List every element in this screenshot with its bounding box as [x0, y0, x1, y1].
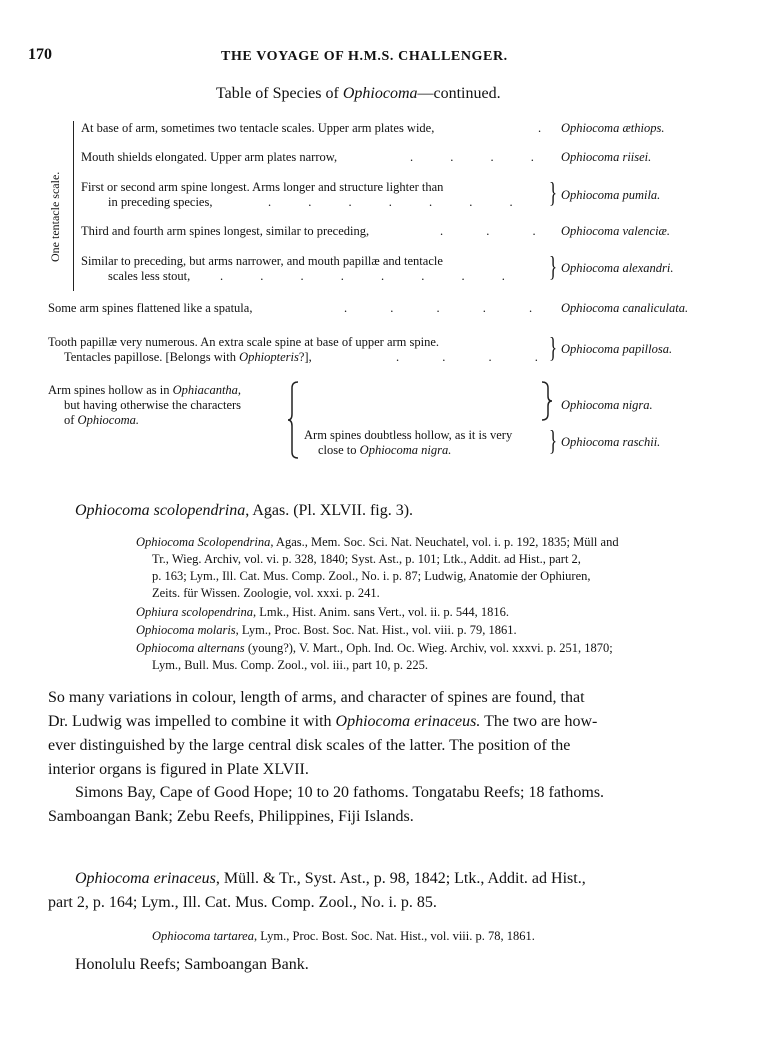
species-heading-2-cont: part 2, p. 164; Lym., Ill. Cat. Mus. Comp. Zool., No. i. p. 85.	[48, 894, 437, 911]
paragraph-italic: Ophiocoma erinaceus.	[335, 713, 481, 730]
species-heading-2	[75, 870, 586, 888]
table-row-species: Ophiocoma alexandri.	[561, 261, 674, 275]
row-text-part: ?],	[298, 350, 312, 364]
synonym-entry	[152, 929, 535, 944]
row-text-italic: Ophiacantha,	[172, 383, 242, 397]
table-row-text-cont: in preceding species,	[108, 195, 213, 209]
table-row-text: Similar to preceding, but arms narrower, and mouth papillæ and tentacle	[81, 254, 443, 268]
table-row-text-cont: scales less stout,	[108, 269, 191, 283]
table-row-text-cont	[318, 443, 451, 458]
leader-dots: .	[538, 121, 542, 135]
leader-dots: . . . . . .	[344, 301, 579, 315]
leader-dots: . . . . . . . .	[220, 269, 505, 283]
synonym-name: Ophiocoma alternans	[136, 641, 245, 655]
row-text-part: close to	[318, 443, 360, 457]
synonym-cont: p. 163; Lym., Ill. Cat. Mus. Comp. Zool., No. i. p. 87; Ludwig, Anatomie der Ophiuren,	[152, 569, 591, 583]
table-row-species: Ophiocoma riisei.	[561, 150, 652, 164]
locality-line: Simons Bay, Cape of Good Hope; 10 to 20 fathoms. Tongatabu Reefs; 18 fathoms.	[75, 784, 605, 801]
row-text-part: of	[64, 413, 78, 427]
table-row-species: Ophiocoma papillosa.	[561, 342, 673, 356]
table-row-text-cont	[64, 350, 312, 365]
paragraph-part: The two are how-	[480, 713, 598, 730]
leader-dots: . . . .	[410, 150, 534, 164]
row-text-part: Arm spines hollow as in	[48, 383, 173, 397]
table-row-text	[48, 383, 241, 398]
table-row-text: First or second arm spine longest. Arms longer and structure lighter than	[81, 180, 444, 194]
synonym-entry	[136, 535, 619, 550]
row-brace: }	[549, 333, 558, 364]
synonym-entry	[136, 641, 613, 656]
synonym-ref: , Lym., Proc. Bost. Soc. Nat. Hist., vol. viii. p. 78, 1861.	[253, 929, 535, 943]
table-row-text: Some arm spines flattened like a spatula,	[48, 301, 253, 315]
table-row-text: Tooth papillæ very numerous. An extra scale spine at base of upper arm spine.	[48, 335, 440, 349]
leader-dots: . . . . . . .	[268, 195, 513, 209]
synonym-cont: Tr., Wieg. Archiv, vol. vi. p. 328, 1840; Syst. Ast., p. 101; Ltk., Addit. ad Hist., part 2,	[152, 552, 581, 566]
table-row-species: Ophiocoma valenciæ.	[561, 224, 671, 238]
synonym-entry	[136, 623, 517, 638]
table-title-post: —continued.	[417, 85, 501, 102]
body-paragraph-line	[48, 713, 597, 731]
body-paragraph-line: ever distinguished by the large central disk scales of the latter. The position of the	[48, 737, 571, 754]
table-row-species: Ophiocoma canaliculata.	[561, 301, 689, 315]
species-heading	[75, 502, 413, 520]
synonym-cont: Zeits. für Wissen. Zoologie, vol. xxxi. p. 241.	[152, 586, 380, 600]
page-number: 170	[28, 46, 52, 63]
large-brace-left	[286, 380, 300, 460]
synonym-ref: , Lym., Proc. Bost. Soc. Nat. Hist., vol. viii. p. 79, 1861.	[235, 623, 517, 637]
table-row-text: Arm spines doubtless hollow, as it is very	[304, 428, 513, 442]
row-brace: }	[549, 252, 558, 283]
group-label: One tentacle scale.	[48, 171, 62, 262]
table-row-species: Ophiocoma nigra.	[561, 398, 653, 412]
synonym-name: Ophiocoma tartarea	[152, 929, 254, 943]
row-text-italic: Ophiopteris	[239, 350, 299, 364]
species-heading-name: Ophiocoma erinaceus	[75, 870, 216, 887]
leader-dots: . . . .	[396, 350, 538, 364]
running-title: THE VOYAGE OF H.M.S. CHALLENGER.	[221, 49, 508, 64]
locality-line: Honolulu Reefs; Samboangan Bank.	[75, 956, 309, 973]
synonym-ref: , Agas., Mem. Soc. Sci. Nat. Neuchatel, vol. i. p. 192, 1835; Müll and	[270, 535, 619, 549]
synonym-cont: Lym., Bull. Mus. Comp. Zool., vol. iii., part 10, p. 225.	[152, 658, 429, 672]
table-title-pre: Table of Species of	[216, 85, 343, 102]
paragraph-part: Dr. Ludwig was impelled to combine it with	[48, 713, 336, 730]
row-text-italic: Ophiocoma nigra.	[359, 443, 452, 457]
table-row-text: At base of arm, sometimes two tentacle scales. Upper arm plates wide,	[81, 121, 435, 135]
table-title-genus: Ophiocoma	[342, 85, 418, 102]
body-paragraph-line: interior organs is figured in Plate XLVII.	[48, 761, 309, 778]
species-heading-rest: , Agas. (Pl. XLVII. fig. 3).	[245, 502, 414, 519]
synonym-ref: (young?), V. Mart., Oph. Ind. Oc. Wieg. Archiv, vol. xxxvi. p. 251, 1870;	[244, 641, 613, 655]
table-row-text: Third and fourth arm spines longest, similar to preceding,	[81, 224, 370, 238]
species-heading-rest: , Müll. & Tr., Syst. Ast., p. 98, 1842; Ltk., Addit. ad Hist.,	[215, 870, 586, 887]
row-brace: }	[549, 178, 558, 209]
table-title	[216, 85, 501, 103]
table-row-species: Ophiocoma pumila.	[561, 188, 661, 202]
table-row-text-cont: but having otherwise the characters	[64, 398, 242, 412]
synonym-name: Ophiura scolopendrina	[136, 605, 254, 619]
synonym-name: Ophiocoma Scolopendrina	[136, 535, 271, 549]
row-brace: }	[549, 426, 558, 457]
table-row-species: Ophiocoma raschii.	[561, 435, 661, 449]
synonym-entry	[136, 605, 509, 620]
table-row-text: Mouth shields elongated. Upper arm plates narrow,	[81, 150, 338, 164]
body-paragraph-line: So many variations in colour, length of arms, and character of spines are found, that	[48, 689, 585, 706]
leader-dots: . . .	[440, 224, 536, 238]
table-row-text-cont	[64, 413, 139, 428]
synonym-name: Ophiocoma molaris	[136, 623, 236, 637]
locality-line: Samboangan Bank; Zebu Reefs, Philippines, Fiji Islands.	[48, 808, 414, 825]
synonym-ref: , Lmk., Hist. Anim. sans Vert., vol. ii. p. 544, 1816.	[253, 605, 510, 619]
row-text-part: Tentacles papillose. [Belongs with	[64, 350, 240, 364]
table-row-species: Ophiocoma æthiops.	[561, 121, 665, 135]
row-text-italic: Ophiocoma.	[77, 413, 139, 427]
species-heading-name: Ophiocoma scolopendrina	[75, 502, 246, 519]
large-brace-right	[540, 380, 554, 422]
group-brace	[73, 121, 74, 291]
